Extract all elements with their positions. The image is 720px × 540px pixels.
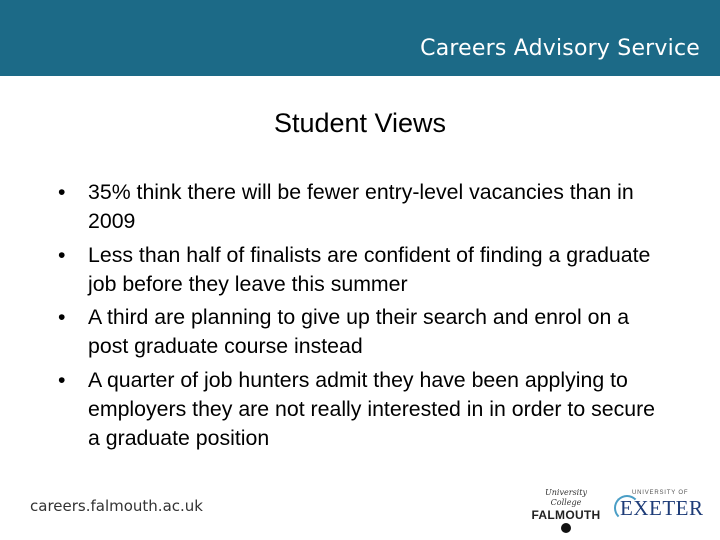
- slide-title-text: Student Views: [273, 108, 447, 138]
- bullet-text: A quarter of job hunters admit they have been applying to employers they are not really interested in in order to secure a graduate position: [88, 367, 656, 450]
- exeter-logo: [614, 490, 704, 526]
- list-item: [58, 178, 668, 236]
- list-item: [58, 241, 668, 299]
- bullet-icon: •: [58, 180, 66, 204]
- falmouth-logo-big: FALMOUTH: [531, 508, 601, 522]
- footer-url: careers.falmouth.ac.uk: [30, 497, 203, 515]
- bullet-icon: •: [58, 305, 66, 329]
- slide-title: [0, 108, 720, 139]
- bullet-text: 35% think there will be fewer entry-level vacancies than in 2009: [88, 180, 634, 233]
- header-bar: [0, 0, 720, 76]
- list-item: [58, 366, 668, 453]
- bullet-text: A third are planning to give up their search and enrol on a post graduate course instead: [88, 305, 630, 358]
- brand-title: Careers Advisory Service: [420, 36, 700, 61]
- exeter-logo-small: UNIVERSITY OF: [632, 490, 689, 496]
- falmouth-mark-icon: [561, 523, 571, 533]
- bullet-icon: •: [58, 367, 66, 392]
- list-item: [58, 303, 668, 361]
- falmouth-logo-small: University College: [545, 488, 587, 507]
- bullet-text: Less than half of finalists are confident of finding a graduate job before they leave this summer: [88, 242, 651, 296]
- bullet-list: [58, 178, 668, 457]
- exeter-logo-big: EXETER: [620, 496, 704, 520]
- bullet-icon: •: [58, 242, 66, 267]
- falmouth-logo: [530, 488, 602, 532]
